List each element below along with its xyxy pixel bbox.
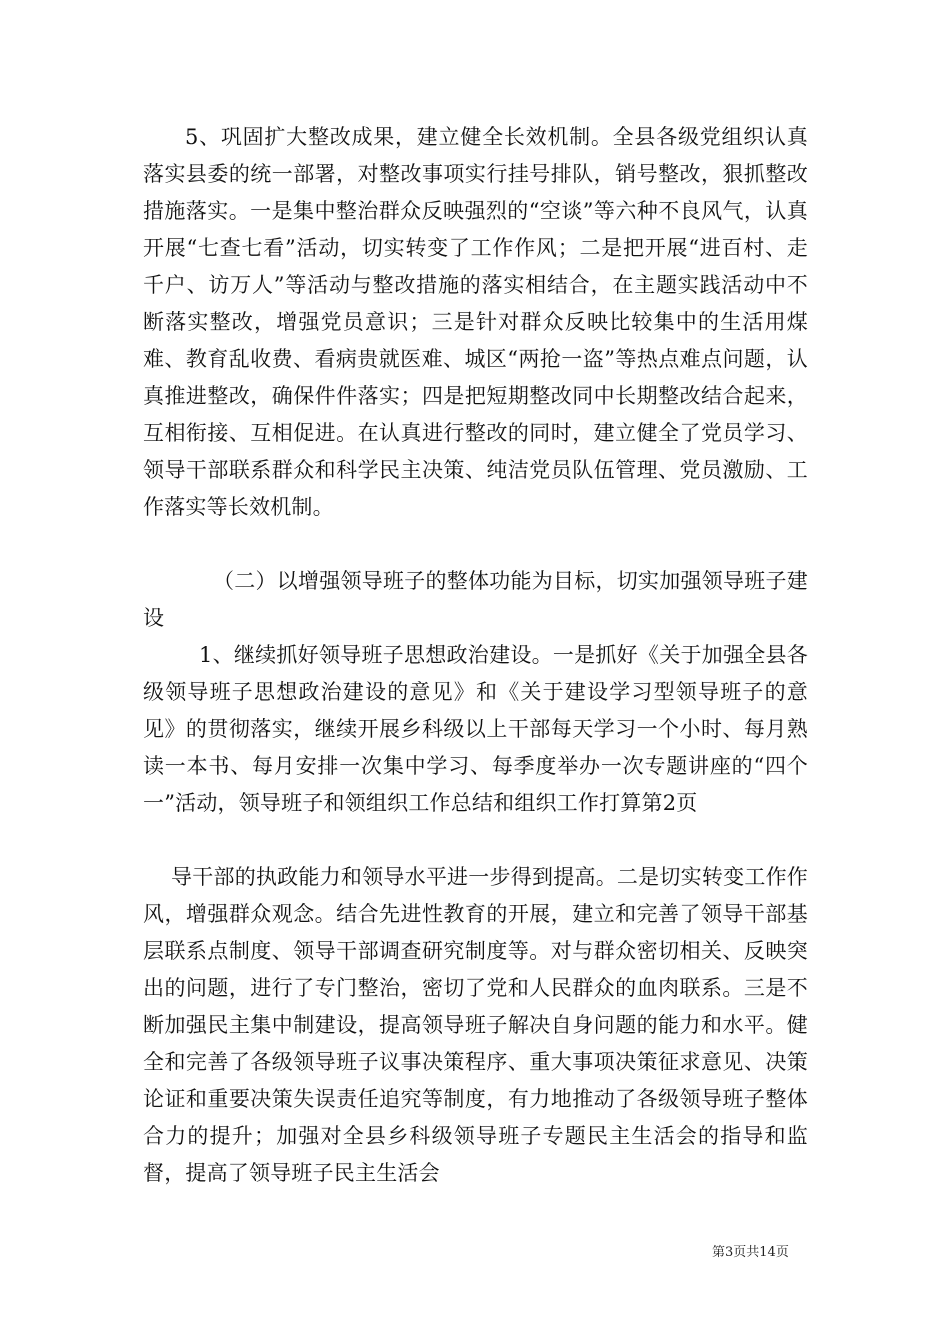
paragraph-consolidate-rectification: 5、巩固扩大整改成果，建立健全长效机制。全县各级党组织认真落实县委的统一部署，对整改事项实行挂号排队，销号整改，狠抓整改措施落实。一是集中整治群众反映强烈的“空谈”等六种不良风气，认真开展“七查七看”活动，切实转变了工作作风；二是把开展“进百村、走千户、访万人”等活动与整改措施的落实相结合，在主题实践活动中不断落实整改，增强党员意识；三是针对群众反映比较集中的生活用煤难、教育乱收费、看病贵就医难、城区“两抢一盗”等热点难点问题，认真推进整改，确保件件落实；四是把短期整改同中长期整改结合起来，互相衔接、互相促进。在认真进行整改的同时，建立健全了党员学习、领导干部联系群众和科学民主决策、纯洁党员队伍管理、党员激励、工作落实等长效机制。 xyxy=(143,125,808,519)
paragraph-leadership-capacity: 导干部的执政能力和领导水平进一步得到提高。二是切实转变工作作风，增强群众观念。结合先进性教育的开展，建立和完善了领导干部基层联系点制度、领导干部调查研究制度等。对与群众密切相关、反映突出的问题，进行了专门整治，密切了党和人民群众的血肉联系。三是不断加强民主集中制建设，提高领导班子解决自身问题的能力和水平。健全和完善了各级领导班子议事决策程序、重大事项决策征求意见、决策论证和重要决策失误责任追究等制度，有力地推动了各级领导班子整体合力的提升；加强对全县乡科级领导班子专题民主生活会的指导和监督，提高了领导班子民主生活会 xyxy=(143,865,808,1185)
section-heading-leadership-building: （二）以增强领导班子的整体功能为目标，切实加强领导班子建设 xyxy=(143,569,808,630)
paragraph-ideological-political-building: 1、继续抓好领导班子思想政治建设。一是抓好《关于加强全县各级领导班子思想政治建设的意见》和《关于建设学习型领导班子的意见》的贯彻落实，继续开展乡科级以上干部每天学习一个小时、每月熟读一本书、每月安排一次集中学习、每季度举办一次专题讲座的“四个一”活动，领导班子和领组织工作总结和组织工作打算第2页 xyxy=(143,643,808,815)
page-number-footer: 第3页共14页 xyxy=(712,1245,789,1260)
